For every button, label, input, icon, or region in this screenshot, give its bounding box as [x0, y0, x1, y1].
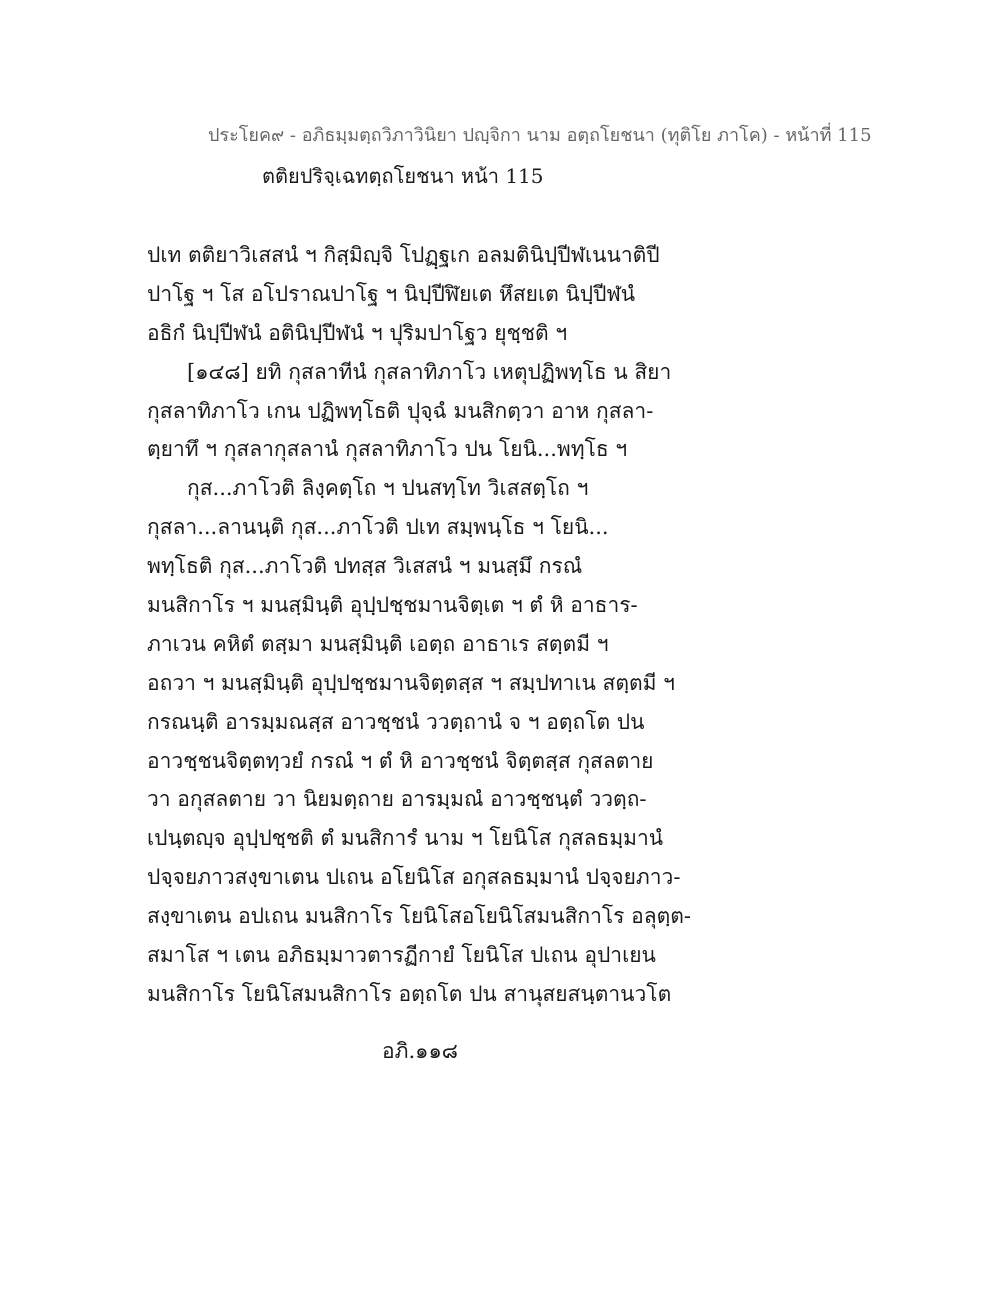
page-folio: อภิ.๑๑๘	[382, 1039, 458, 1063]
text-line: เปนฺตญฺจ อุปฺปชฺชติ ตํ มนสิการํ นาม ฯ โยนิโส กุสลธมฺมานํ	[147, 826, 664, 851]
text-line: ภาเวน คหิตํ ตสฺมา มนสฺมินฺติ เอตฺถ อาธาเร สตฺตมี ฯ	[147, 631, 609, 656]
text-line: อธิกํ นิปฺปีฬนํ อตินิปฺปีฬนํ ฯ ปุริมปาโฐว ยุชฺชติ ฯ	[147, 320, 568, 345]
text-line: สงฺขาเตน อปเถน มนสิกาโร โยนิโสอโยนิโสมนสิกาโร อลุตฺต-	[147, 904, 691, 929]
text-line: ปเท ตติยาวิเสสนํ ฯ กิสฺมิญฺจิ โปฏฺฐเก อลมตินิปฺปีฬเนนาติปี	[147, 243, 660, 267]
body-text	[147, 236, 691, 1014]
text-line: อถวา ฯ มนสฺมินฺติ อุปฺปชฺชมานจิตฺตสฺส ฯ สมฺปทาเน สตฺตมี ฯ	[147, 670, 675, 695]
text-line: สมาโส ฯ เตน อภิธมฺมาวตารฏีกายํ โยนิโส ปเถน อุปาเยน	[147, 943, 656, 968]
text-line: วา อกุสลตาย วา นิยมตฺถาย อารมฺมณํ อาวชฺชนฺตํ ววตฺถ-	[147, 787, 647, 812]
text-line: มนสิกาโร ฯ มนสฺมินฺติ อุปฺปชฺชมานจิตฺเต ฯ ตํ หิ อาธาร-	[147, 593, 638, 618]
text-line: ปจฺจยภาวสงฺขาเตน ปเถน อโยนิโส อกุสลธมฺมานํ ปจฺจยภาว-	[147, 865, 681, 890]
text-line: กุสลา...ลานนฺติ กุส...ภาโวติ ปเท สมฺพนฺโธ ฯ โยนิ...	[147, 515, 609, 540]
text-line: มนสิกาโร โยนิโสมนสิกาโร อตฺถโต ปน สานุสยสนฺตานวโต	[147, 981, 672, 1006]
text-line: อาวชฺชนจิตฺตทฺวยํ กรณํ ฯ ตํ หิ อาวชฺชนํ จิตฺตสฺส กุสลตาย	[147, 748, 654, 773]
paragraph-start-line: [๑๔๘] ยทิ กุสลาทีนํ กุสลาทิภาโว เหตุปฏิพทฺโธ น สิยา	[187, 359, 672, 384]
paragraph-start-line: กุส...ภาโวติ ลิงฺคตฺโถ ฯ ปนสทฺโท วิเสสตฺโถ ฯ	[187, 476, 589, 501]
text-line: ตฺยาทึ ฯ กุสลากุสลานํ กุสลาทิภาโว ปน โยนิ...พทฺโธ ฯ	[147, 437, 628, 462]
text-line: กุสลาทิภาโว เกน ปฏิพทฺโธติ ปุจฺฉํ มนสิกตฺวา อาห กุสลา-	[147, 398, 654, 423]
text-line: กรณนฺติ อารมฺมณสฺส อาวชฺชนํ ววตฺถานํ จ ฯ อตฺถโต ปน	[147, 709, 645, 734]
text-line: ปาโฐ ฯ โส อโปราณปาโฐ ฯ นิปฺปีฬิยเต หึสยเต นิปฺปีฬนํ	[147, 281, 636, 306]
running-header: ประโยค๙ - อภิธมฺมตฺถวิภาวินิยา ปญฺจิกา นาม อตฺถโยชนา (ทุติโย ภาโค) - หน้าที่ 115	[208, 125, 872, 146]
section-header: ตติยปริจฺเฉทตฺถโยชนา หน้า 115	[262, 164, 544, 188]
text-line: พทฺโธติ กุส...ภาโวติ ปทสฺส วิเสสนํ ฯ มนสฺมึ กรณํ	[147, 554, 583, 579]
